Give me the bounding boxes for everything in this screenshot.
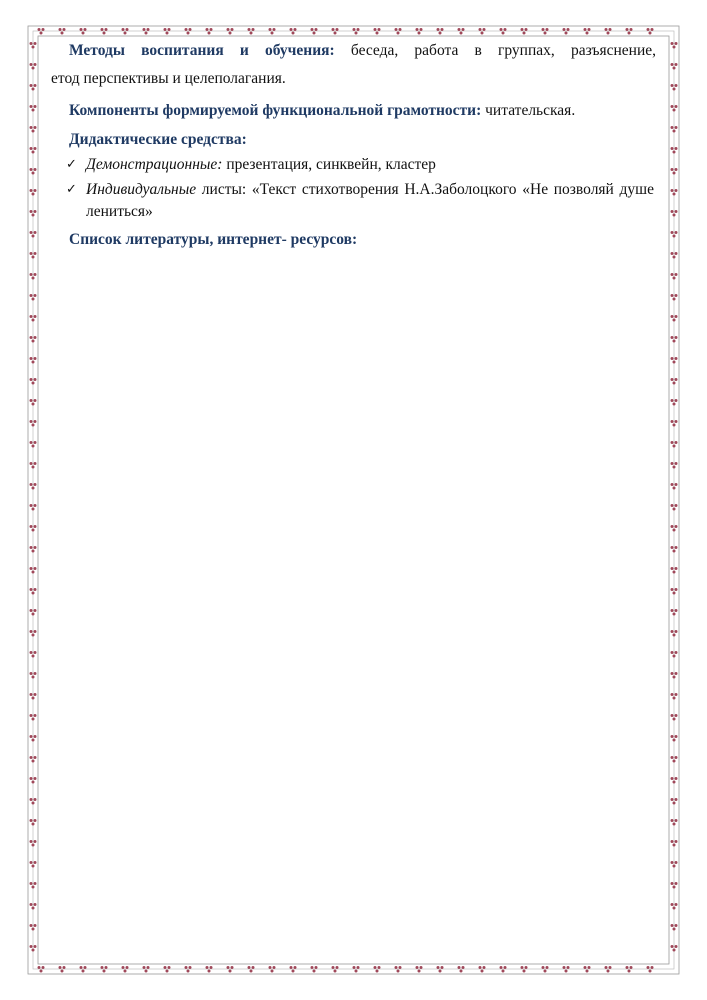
border-flower (605, 28, 612, 35)
border-flower (671, 231, 678, 238)
border-flower (30, 819, 37, 826)
border-flower (671, 882, 678, 889)
border-flower (584, 966, 591, 973)
border-flower (437, 966, 444, 973)
border-flower (671, 504, 678, 511)
border-flower (671, 84, 678, 91)
border-flower (30, 777, 37, 784)
border-flower (626, 28, 633, 35)
border-flower (671, 147, 678, 154)
border-flower (671, 672, 678, 679)
border-flower (332, 966, 339, 973)
border-flower (30, 126, 37, 133)
didactic-list (52, 154, 656, 223)
border-flower (30, 315, 37, 322)
border-flower (30, 882, 37, 889)
border-flower (671, 294, 678, 301)
border-flower (290, 966, 297, 973)
didactic-heading: Дидактические средства: (69, 131, 247, 148)
border-flower (671, 105, 678, 112)
border-flower (30, 252, 37, 259)
border-flower (30, 462, 37, 469)
border-flower (671, 273, 678, 280)
border-flower (671, 252, 678, 259)
border-flower (290, 28, 297, 35)
border-flower (671, 651, 678, 658)
list-item-italic: Индивидуальные (86, 181, 197, 198)
border-flower (671, 315, 678, 322)
border-flower (30, 609, 37, 616)
border-flower (30, 567, 37, 574)
border-flower (671, 735, 678, 742)
border-flower (30, 483, 37, 490)
border-flower (479, 966, 486, 973)
border-flower (671, 777, 678, 784)
border-flower (563, 966, 570, 973)
border-flower (671, 840, 678, 847)
border-flower (30, 84, 37, 91)
border-flower (671, 189, 678, 196)
border-flower (671, 399, 678, 406)
border-flower (30, 273, 37, 280)
methods-text-line1: беседа, работа в группах, разъяснение, (334, 42, 656, 59)
border-flower (671, 210, 678, 217)
border-flower (227, 28, 234, 35)
border-flower (38, 966, 45, 973)
border-flower (437, 28, 444, 35)
border-flower (30, 735, 37, 742)
border-flower (671, 420, 678, 427)
methods-paragraph-line1 (52, 40, 656, 62)
border-flower (353, 28, 360, 35)
border-flower (30, 714, 37, 721)
border-flower (30, 378, 37, 385)
border-flower (521, 28, 528, 35)
border-flower (30, 357, 37, 364)
references-heading: Список литературы, интернет- ресурсов: (69, 231, 358, 248)
border-flower (671, 441, 678, 448)
border-flower (671, 861, 678, 868)
border-flower (671, 945, 678, 952)
border-flower (143, 28, 150, 35)
border-flower (122, 966, 129, 973)
border-flower (80, 966, 87, 973)
border-flower (30, 147, 37, 154)
border-flower (500, 28, 507, 35)
border-flower (206, 28, 213, 35)
border-flower (500, 966, 507, 973)
border-flower (30, 231, 37, 238)
list-item (52, 179, 656, 223)
border-flower (671, 63, 678, 70)
border-flower (30, 861, 37, 868)
list-item-text: презентация, синквейн, кластер (222, 156, 436, 173)
border-flower (185, 966, 192, 973)
border-flower (521, 966, 528, 973)
border-flower (164, 966, 171, 973)
list-item (52, 154, 656, 176)
border-flower (671, 462, 678, 469)
border-flower (395, 966, 402, 973)
border-flower (30, 189, 37, 196)
border-flower (671, 567, 678, 574)
border-flower (30, 546, 37, 553)
border-flower (122, 28, 129, 35)
border-flower (30, 210, 37, 217)
border-flower (671, 42, 678, 49)
border-flower (269, 966, 276, 973)
border-flower (30, 924, 37, 931)
border-flower (30, 294, 37, 301)
border-flower (80, 28, 87, 35)
border-flower (671, 798, 678, 805)
components-paragraph (52, 100, 656, 122)
border-flower (206, 966, 213, 973)
border-flower (164, 28, 171, 35)
border-flower (101, 966, 108, 973)
border-flower (416, 966, 423, 973)
border-flower (542, 966, 549, 973)
border-flower (59, 966, 66, 973)
border-flower (311, 966, 318, 973)
border-flower (101, 28, 108, 35)
methods-label: Методы воспитания и обучения: (69, 42, 335, 59)
border-flower (671, 126, 678, 133)
border-flower (30, 441, 37, 448)
border-flower (626, 966, 633, 973)
border-flower (671, 903, 678, 910)
border-flower (671, 525, 678, 532)
methods-paragraph-line2 (51, 68, 656, 90)
border-flower (671, 609, 678, 616)
border-flower (671, 588, 678, 595)
border-flower (353, 966, 360, 973)
components-label: Компоненты формируемой функциональной грамотности: (69, 102, 482, 119)
border-flower (311, 28, 318, 35)
document-body (52, 40, 656, 251)
list-item-text: листы: «Текст стихотворения Н.А.Заболоцкого «Не позволяй душе лениться» (86, 181, 654, 220)
border-flower (30, 420, 37, 427)
border-flower (143, 966, 150, 973)
border-flower (671, 756, 678, 763)
border-flower (671, 168, 678, 175)
border-flower (458, 28, 465, 35)
border-flower (584, 28, 591, 35)
border-flower (647, 966, 654, 973)
border-flower (30, 336, 37, 343)
border-flower (605, 966, 612, 973)
border-flower (30, 504, 37, 511)
border-flower (248, 966, 255, 973)
border-flower (671, 357, 678, 364)
list-item-italic: Демонстрационные: (86, 156, 223, 173)
border-flower (227, 966, 234, 973)
border-flower (30, 798, 37, 805)
border-flower (374, 966, 381, 973)
border-flower (671, 924, 678, 931)
border-flower (479, 28, 486, 35)
border-flower (248, 28, 255, 35)
border-flower (30, 756, 37, 763)
border-flower (30, 399, 37, 406)
border-flower (671, 336, 678, 343)
border-flower (269, 28, 276, 35)
border-flower (542, 28, 549, 35)
border-flower (185, 28, 192, 35)
border-flower (38, 28, 45, 35)
border-flower (30, 945, 37, 952)
border-flower (416, 28, 423, 35)
border-flower (30, 63, 37, 70)
border-flower (671, 819, 678, 826)
border-flower (671, 546, 678, 553)
components-value: читательская. (481, 102, 576, 119)
border-flower (563, 28, 570, 35)
checkmark-icon: ✓ (66, 157, 77, 172)
border-flower (30, 42, 37, 49)
checkmark-icon: ✓ (66, 182, 77, 197)
border-flower (332, 28, 339, 35)
border-flower (30, 525, 37, 532)
border-flower (671, 378, 678, 385)
border-flower (647, 28, 654, 35)
border-flower (30, 903, 37, 910)
border-flower (671, 630, 678, 637)
methods-text-line2: етод перспективы и целеполагания. (51, 70, 286, 87)
border-flower (59, 28, 66, 35)
border-flower (374, 28, 381, 35)
border-flower (671, 483, 678, 490)
border-flower (30, 588, 37, 595)
border-flower (30, 693, 37, 700)
border-flower (30, 105, 37, 112)
border-flower (30, 672, 37, 679)
border-flower (30, 168, 37, 175)
border-flower (30, 630, 37, 637)
border-flower (671, 714, 678, 721)
border-flower (671, 693, 678, 700)
border-flower (395, 28, 402, 35)
border-flower (458, 966, 465, 973)
border-flower (30, 651, 37, 658)
border-flower (30, 840, 37, 847)
